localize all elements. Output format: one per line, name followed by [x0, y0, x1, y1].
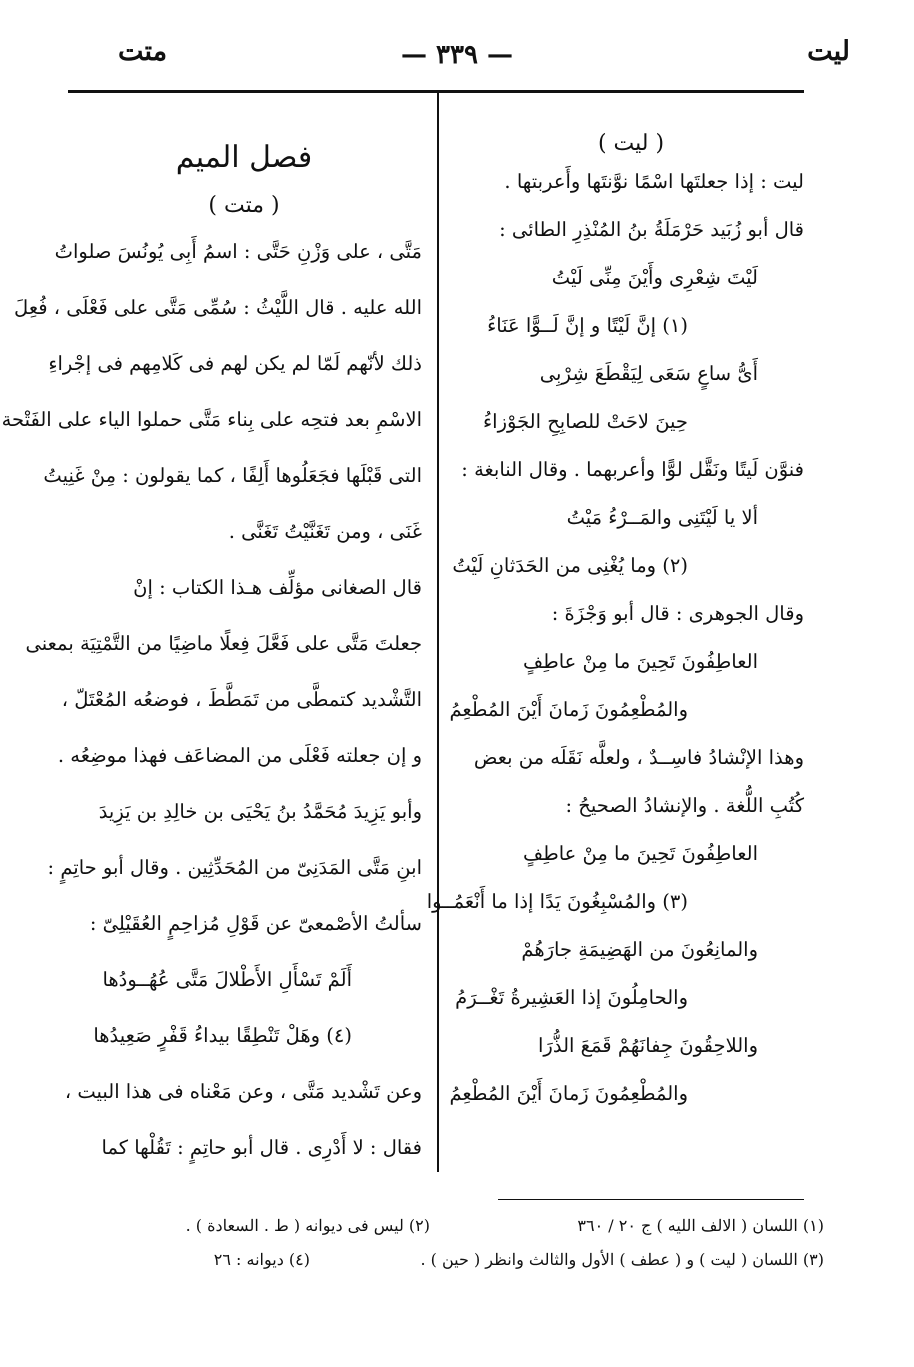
text-line: سألتُ الأصْمعىّ عن قَوْلِ مُزاحِمٍ العُقَيْلِىّ : [89, 912, 422, 935]
verse-line: العاطِفُونَ تَحِينَ ما مِنْ عاطِفٍ [523, 650, 758, 673]
text-line: ليت : إذا جعلتَها اسْمًا نوَّنتَها وأَعربتها . [504, 170, 804, 193]
text-line: التَّشْديد كتمطَّى من تَمَطَّطَ ، فوضعُه المُعْتَلّ ، [61, 688, 422, 711]
entry-heading-lyt: ( ليت ) [597, 131, 665, 156]
right-column [426, 130, 804, 1132]
text-line: فنوَّن لَيتًا ونَقَّل لوًّا وأعربهما . وقال النابغة : [461, 458, 804, 481]
verse-line: واللاحِقُونَ جِفانَهُمْ قَمَعَ الذُّرَا [538, 1034, 758, 1057]
text-line: فقال : لا أَدْرِى . قال أبو حاتِمٍ : تَقُلْها كما [101, 1136, 422, 1159]
text-line: وأبو يَزِيدَ مُحَمَّدُ بنُ يَحْيَى بن خالِدِ بن يَزِيدَ [98, 800, 422, 823]
verse-line: لَيْتَ شِعْرِى وأَيْنَ مِنِّى لَيْتُ [551, 266, 758, 289]
text-line: وهذا الإنْشادُ فاسِــدٌ ، ولعلَّه نَقَلَه من بعض [473, 746, 804, 769]
text-line: ابنِ مَتَّى المَدَنِىّ من المُحَدِّثِين . وقال أبو حاتِمٍ : [47, 856, 422, 879]
text-line: الله عليه . قال اللَّيْثُ : سُمِّى مَتَّى على فَعْلَى ، فُعِلَ [14, 296, 422, 319]
verse-line: (٤) وهَلْ تَنْطِقًا بيداءُ قَفْرٍ صَعِيدُها [93, 1024, 352, 1047]
text-line: غَنَى ، ومن تَغَنَّيْتُ تَغَنَّى . [228, 520, 422, 543]
verse-line: والمُطْعِمُونَ زَمانَ أَيْنَ المُطْعِمُ [449, 698, 688, 721]
text-line: جعلتَ مَتَّى على فَعَّلَ فِعلًا ماضِيًا من التَّمْتِيَة بمعنى [25, 632, 422, 655]
text-line: وعن تَشْديد مَتَّى ، وعن مَعْناه فى هذا البيت ، [64, 1080, 422, 1103]
header-entry-word-right: ليت [807, 36, 850, 67]
text-line: قال الصغانى مؤلِّف هـذا الكتاب : إنْ [133, 576, 422, 599]
verse-line: (٣) والمُسْبِغُونَ يَدًا إذا ما أَنْعَمُــوا [426, 890, 688, 913]
verse-line: والمانِعُونَ من الهَضِيمَةِ جارَهُمْ [521, 938, 758, 961]
footnote-4: (٤) ديوانه : ٢٦ [213, 1250, 310, 1269]
text-line: الاسْمِ بعد فتحِه على بِناء مَتَّى حملوا الياء على الفَتْحة [1, 408, 422, 431]
verse-line: أَىُّ ساعٍ سَعَى لِيَقْطَعَ شِرْبِى [539, 362, 758, 385]
text-line: وقال الجوهرى : قال أبو وَجْزَةَ : [551, 602, 804, 625]
text-line: مَتَّى ، على وَزْنِ حَتَّى : اسمُ أَبِى يُونُسَ صلواتُ [54, 240, 422, 263]
verse-line: أَلَمْ تَسْأَلِ الأَطْلالَ مَتَّى عُهُــودُها [102, 968, 352, 991]
text-line: و إن جعلته فَعْلَى من المضاعَف فهذا موضِعُه . [57, 744, 422, 767]
footnote-1: (١) اللسان ( الالف الليه ) ج ٢٠ / ٣٦٠ [577, 1216, 824, 1235]
text-line: التى قَبْلَها فجَعَلُوها أَلِفًا ، كما يقولون : مِنْ غَنِيتُ [43, 464, 422, 487]
header-entry-word-left: متت [118, 36, 168, 67]
left-column [1, 140, 422, 1194]
column-divider [437, 92, 439, 1172]
verse-line: العاطِفُونَ تَحِينَ ما مِنْ عاطِفٍ [523, 842, 758, 865]
verse-line: حِينَ لاحَتْ للصابِحِ الجَوْزاءُ [483, 410, 688, 433]
verse-line: (١) إنَّ لَيْتًا و إنَّ لَــوًّا عَنَاءُ [487, 314, 688, 337]
entry-heading-mtt: ( متت ) [208, 193, 280, 218]
page-number: — ٣٣٩ — [400, 40, 514, 70]
text-line: ذلك لأنّهم لَمّا لم يكن لهم فى كَلامِهم فى إجْراءِ [48, 352, 422, 375]
text-line: قال أبو زُبَيد حَرْمَلَةُ بنُ المُنْذِرِ الطائى : [499, 218, 804, 241]
footnote-rule [498, 1199, 804, 1200]
section-heading-mim: فصل الميم [175, 140, 313, 175]
verse-line: (٢) وما يُغْنِى من الحَدَثانِ لَيْتُ [452, 554, 688, 577]
verse-line: والحامِلُونَ إذا العَشِيرةُ تَغْــرَمُ [455, 986, 688, 1009]
footnote-3: (٣) اللسان ( ليت ) و ( عطف ) الأول والثالث وانظر ( حين ) . [420, 1250, 824, 1269]
header-rule [68, 90, 804, 93]
footnote-2: (٢) ليس فى ديوانه ( ط . السعادة ) . [185, 1216, 430, 1235]
verse-line: ألا يا لَيْتَنِى والمَــرْءُ مَيْتُ [566, 506, 758, 529]
text-line: كُتُبِ اللُّغة . والإنشادُ الصحيحُ : [565, 794, 804, 817]
verse-line: والمُطْعِمُونَ زَمانَ أَيْنَ المُطْعِمُ [449, 1082, 688, 1105]
